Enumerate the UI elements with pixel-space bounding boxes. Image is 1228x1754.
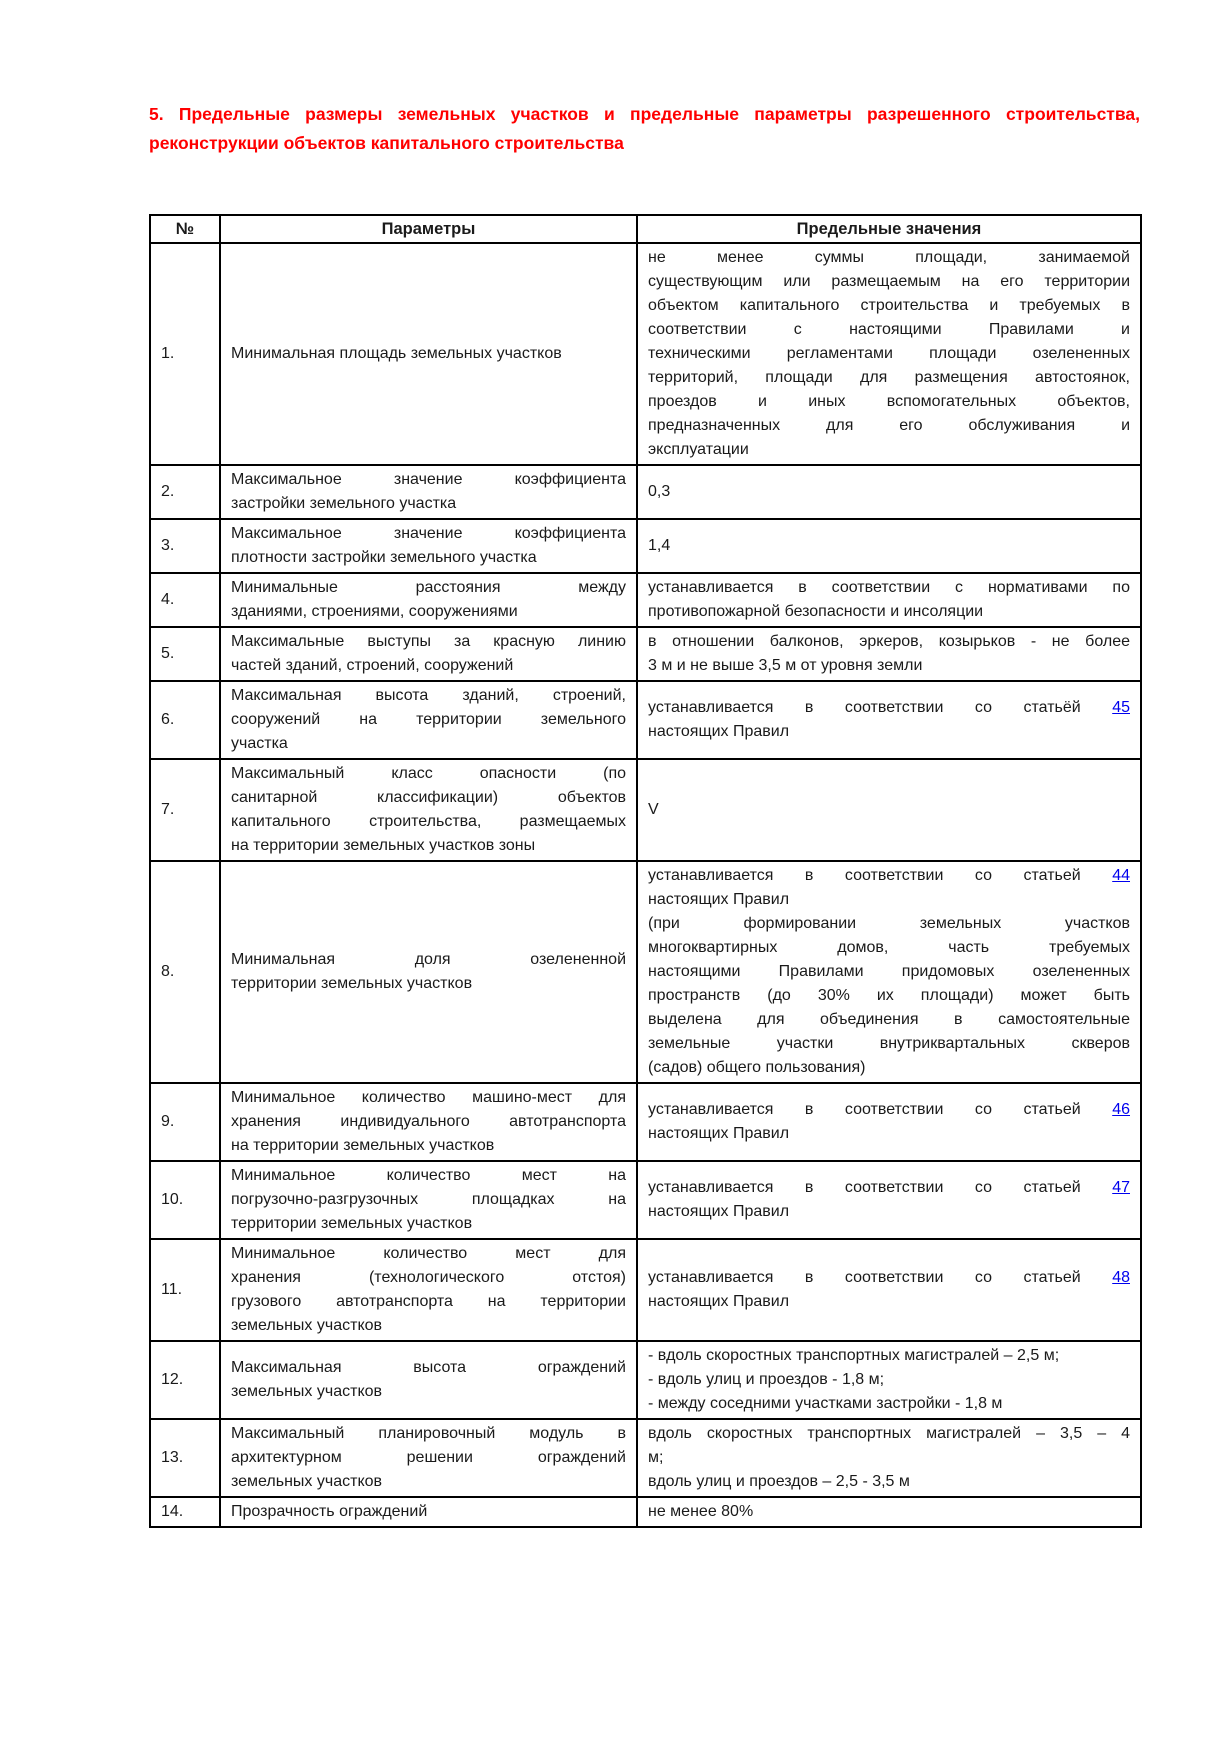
parameter-line: земельных участков	[231, 1383, 383, 1400]
parameter-line: Максимальный класс опасности (по	[231, 765, 626, 782]
value-line: в отношении балконов, эркеров, козырьков - не более	[648, 633, 1130, 650]
parameter-line: Максимальная высота ограждений	[231, 1359, 626, 1376]
row-number: 3.	[150, 519, 220, 573]
value-line: выделена для объединения в самостоятельные	[648, 1011, 1130, 1028]
parameter-cell	[220, 519, 637, 573]
value-line	[648, 1266, 1130, 1290]
value-line: не менее суммы площади, занимаемой	[648, 249, 1130, 266]
parameter-line: Максимальные выступы за красную линию	[231, 633, 626, 650]
parameter-line: частей зданий, строений, сооружений	[231, 657, 514, 674]
value-line: (садов) общего пользования)	[648, 1059, 866, 1076]
value-line: пространств (до 30% их площади) может быть	[648, 987, 1130, 1004]
value-line: настоящих Правил	[648, 723, 790, 740]
parameter-line: территории земельных участков	[231, 975, 473, 992]
table-row	[150, 681, 1141, 759]
row-number: 13.	[150, 1419, 220, 1497]
value-line: настоящими Правилами придомовых озелененных	[648, 963, 1130, 980]
parameter-line: застройки земельного участка	[231, 495, 457, 512]
article-link[interactable]: 44	[1112, 867, 1130, 884]
parameter-line: Минимальная доля озелененной	[231, 951, 626, 968]
parameter-line: зданиями, строениями, сооружениями	[231, 603, 518, 620]
limit-value-cell	[637, 1497, 1141, 1527]
value-line: противопожарной безопасности и инсоляции	[648, 603, 984, 620]
table-header-row	[150, 215, 1141, 243]
limit-value-cell	[637, 1083, 1141, 1161]
value-text: устанавливается в соответствии со статьей	[648, 867, 1113, 884]
limit-value-cell	[637, 465, 1141, 519]
limit-value-cell	[637, 573, 1141, 627]
limit-value-cell	[637, 243, 1141, 465]
limit-value-cell	[637, 627, 1141, 681]
parameter-line: Минимальное количество машино-мест для	[231, 1089, 626, 1106]
column-header-number: №	[150, 215, 220, 243]
limit-value-cell	[637, 1419, 1141, 1497]
parameter-line: участка	[231, 735, 288, 752]
parameter-line: Прозрачность ограждений	[231, 1503, 428, 1520]
parameter-line: земельных участков	[231, 1317, 383, 1334]
parameter-cell	[220, 759, 637, 861]
table-row	[150, 627, 1141, 681]
value-line: территорий, площади для размещения автостоянок,	[648, 369, 1130, 386]
parameter-line: на территории земельных участков зоны	[231, 837, 536, 854]
parameters-table	[149, 214, 1142, 1528]
limit-value-cell	[637, 1161, 1141, 1239]
value-line: - вдоль улиц и проездов - 1,8 м;	[648, 1371, 885, 1388]
table-row	[150, 1083, 1141, 1161]
value-line: 0,3	[648, 483, 671, 500]
parameter-cell	[220, 1419, 637, 1497]
row-number: 1.	[150, 243, 220, 465]
value-line: не менее 80%	[648, 1503, 754, 1520]
parameter-line: Минимальное количество мест на	[231, 1167, 626, 1184]
parameter-cell	[220, 1497, 637, 1527]
parameter-cell	[220, 1239, 637, 1341]
parameter-line: Максимальная высота зданий, строений,	[231, 687, 626, 704]
column-header-limit-values: Предельные значения	[637, 215, 1141, 243]
value-line	[648, 1176, 1130, 1200]
value-line: настоящих Правил	[648, 891, 790, 908]
value-text: устанавливается в соответствии со статьей	[648, 1179, 1113, 1196]
article-link[interactable]: 45	[1112, 699, 1130, 716]
article-link[interactable]: 48	[1112, 1269, 1130, 1286]
value-text: устанавливается в соответствии со статьей	[648, 1101, 1113, 1118]
parameter-line: Минимальные расстояния между	[231, 579, 626, 596]
value-text: устанавливается в соответствии со статьёй	[648, 699, 1113, 716]
parameter-line: земельных участков	[231, 1473, 383, 1490]
table-row	[150, 519, 1141, 573]
parameter-line: сооружений на территории земельного	[231, 711, 626, 728]
parameter-line: Максимальное значение коэффициента	[231, 525, 626, 542]
value-line: - вдоль скоростных транспортных магистралей – 2,5 м;	[648, 1347, 1060, 1364]
parameter-cell	[220, 1161, 637, 1239]
value-line: настоящих Правил	[648, 1203, 790, 1220]
value-line: 3 м и не выше 3,5 м от уровня земли	[648, 657, 923, 674]
value-line: эксплуатации	[648, 441, 749, 458]
row-number: 4.	[150, 573, 220, 627]
column-header-parameters: Параметры	[220, 215, 637, 243]
parameter-line: санитарной классификации) объектов	[231, 789, 626, 806]
value-line: - между соседними участками застройки - 1,8 м	[648, 1395, 1003, 1412]
limit-value-cell	[637, 519, 1141, 573]
limit-value-cell	[637, 1239, 1141, 1341]
page-title	[149, 100, 1140, 158]
table-row	[150, 1341, 1141, 1419]
value-line: (при формировании земельных участков	[648, 915, 1130, 932]
value-line: м;	[648, 1449, 664, 1466]
parameter-line: территории земельных участков	[231, 1215, 473, 1232]
row-number: 5.	[150, 627, 220, 681]
value-line: настоящих Правил	[648, 1293, 790, 1310]
row-number: 2.	[150, 465, 220, 519]
value-line: проездов и иных вспомогательных объектов,	[648, 393, 1130, 410]
value-line: V	[648, 801, 659, 818]
parameter-line: погрузочно-разгрузочных площадках на	[231, 1191, 626, 1208]
parameter-line: плотности застройки земельного участка	[231, 549, 537, 566]
parameter-line: грузового автотранспорта на территории	[231, 1293, 626, 1310]
value-line: устанавливается в соответствии с нормативами по	[648, 579, 1130, 596]
value-line	[648, 864, 1130, 888]
limit-value-cell	[637, 861, 1141, 1083]
parameter-cell	[220, 627, 637, 681]
parameter-line: хранения индивидуального автотранспорта	[231, 1113, 626, 1130]
parameter-cell	[220, 465, 637, 519]
heading-line: реконструкции объектов капитального строительства	[149, 133, 624, 153]
value-line	[648, 696, 1130, 720]
value-line: техническими регламентами площади озелененных	[648, 345, 1130, 362]
parameter-line: на территории земельных участков	[231, 1137, 495, 1154]
value-line: вдоль улиц и проездов – 2,5 - 3,5 м	[648, 1473, 910, 1490]
parameters-table-body	[150, 243, 1141, 1527]
value-text: устанавливается в соответствии со статьей	[648, 1269, 1113, 1286]
parameter-line: капитального строительства, размещаемых	[231, 813, 626, 830]
parameter-cell	[220, 573, 637, 627]
value-line	[648, 1098, 1130, 1122]
parameter-line: Минимальное количество мест для	[231, 1245, 626, 1262]
heading-line: 5. Предельные размеры земельных участков и предельные параметры разрешенного строительства,	[149, 104, 1140, 124]
row-number: 11.	[150, 1239, 220, 1341]
parameter-cell	[220, 1083, 637, 1161]
row-number: 14.	[150, 1497, 220, 1527]
parameter-line: хранения (технологического отстоя)	[231, 1269, 626, 1286]
row-number: 6.	[150, 681, 220, 759]
parameter-line: архитектурном решении ограждений	[231, 1449, 626, 1466]
article-link[interactable]: 46	[1112, 1101, 1130, 1118]
value-line: земельные участки внутриквартальных скверов	[648, 1035, 1130, 1052]
row-number: 9.	[150, 1083, 220, 1161]
row-number: 7.	[150, 759, 220, 861]
row-number: 10.	[150, 1161, 220, 1239]
table-row	[150, 1497, 1141, 1527]
value-line: объектом капитального строительства и требуемых в	[648, 297, 1130, 314]
value-line: предназначенных для его обслуживания и	[648, 417, 1130, 434]
value-line: существующим или размещаемым на его территории	[648, 273, 1130, 290]
parameter-cell	[220, 681, 637, 759]
table-row	[150, 861, 1141, 1083]
value-line: многоквартирных домов, часть требуемых	[648, 939, 1130, 956]
parameter-line: Максимальный планировочный модуль в	[231, 1425, 626, 1442]
table-row	[150, 759, 1141, 861]
article-link[interactable]: 47	[1112, 1179, 1130, 1196]
parameter-line: Максимальное значение коэффициента	[231, 471, 626, 488]
parameter-cell	[220, 243, 637, 465]
limit-value-cell	[637, 1341, 1141, 1419]
parameter-cell	[220, 1341, 637, 1419]
table-row	[150, 573, 1141, 627]
parameter-line: Минимальная площадь земельных участков	[231, 345, 562, 362]
parameter-cell	[220, 861, 637, 1083]
value-line: вдоль скоростных транспортных магистралей – 3,5 – 4	[648, 1425, 1130, 1442]
table-row	[150, 1161, 1141, 1239]
value-line: соответствии с настоящими Правилами и	[648, 321, 1130, 338]
table-row	[150, 243, 1141, 465]
limit-value-cell	[637, 681, 1141, 759]
value-line: 1,4	[648, 537, 671, 554]
value-line: настоящих Правил	[648, 1125, 790, 1142]
table-row	[150, 1239, 1141, 1341]
row-number: 12.	[150, 1341, 220, 1419]
row-number: 8.	[150, 861, 220, 1083]
table-row	[150, 465, 1141, 519]
limit-value-cell	[637, 759, 1141, 861]
table-row	[150, 1419, 1141, 1497]
